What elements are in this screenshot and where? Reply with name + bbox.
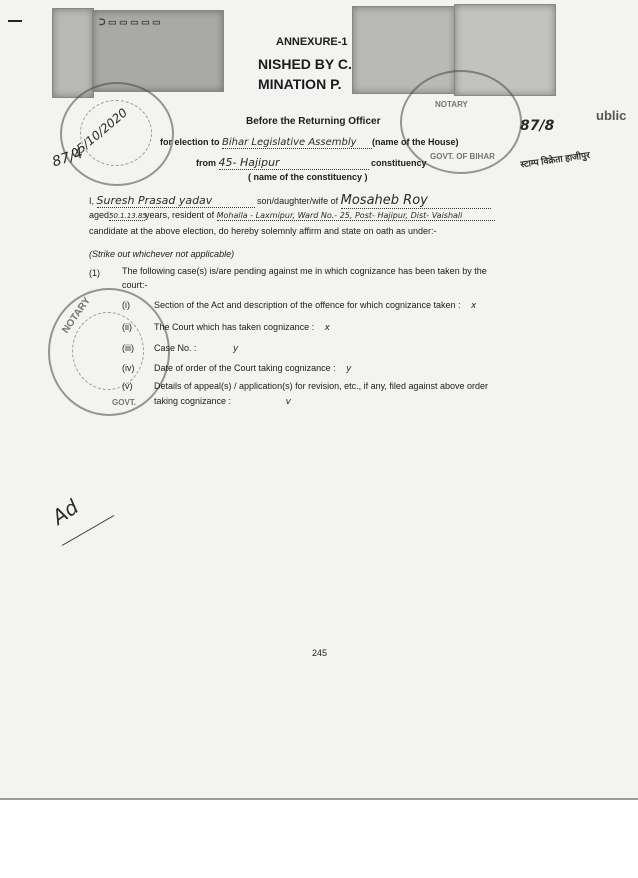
- constituency-note: ( name of the constituency ): [248, 172, 368, 182]
- deponent-name: Suresh Prasad yadav: [97, 194, 255, 208]
- sub-item-5-num: (v): [122, 381, 133, 391]
- sub-item-2: [122, 322, 330, 333]
- constituency-label: constituency: [371, 158, 427, 168]
- sub-item-1-mark: x: [471, 301, 477, 311]
- sub-item-5-text: Details of appeal(s) / application(s) for revision, etc., if any, filed against above order: [154, 381, 488, 391]
- item-1-num: (1): [89, 268, 100, 278]
- sub-item-2-num: (ii): [122, 322, 132, 332]
- corner-text: ublic: [596, 108, 627, 123]
- address-value: Mohalla - Laxmipur, Ward No.- 25, Post- Hajipur, Dist- Vaishali: [217, 211, 495, 221]
- sub-item-5: [122, 381, 488, 391]
- hindi-stamp-label: स्टाम्प विक्रेता हाजीपुर: [519, 149, 591, 170]
- revenue-stamp-2: ᑐ ▭ ▭ ▭ ▭ ▭: [92, 10, 224, 92]
- election-row: [160, 137, 459, 149]
- i-label: I,: [89, 196, 95, 206]
- sub-item-4-text: Date of order of the Court taking cognizance :: [154, 363, 336, 373]
- candidate-statement: candidate at the above election, do hereby solemnly affirm and state on oath as under:-: [89, 226, 437, 236]
- scan-bottom-margin: [0, 798, 638, 878]
- seal-govt-text: GOVT. OF BIHAR: [430, 152, 495, 161]
- date-left: 05/10/2020: [68, 105, 130, 161]
- serial-right: 87/8: [520, 118, 555, 134]
- notary-seal-text: NOTARY: [60, 295, 93, 336]
- for-election-label: for election to: [160, 137, 220, 147]
- sub-item-3-mark: y: [233, 344, 239, 354]
- constituency-row: [196, 156, 427, 170]
- father-name: Mosaheb Roy: [341, 193, 491, 209]
- before-officer: Before the Returning Officer: [246, 116, 381, 127]
- seal-notary-top-text: NOTARY: [435, 100, 468, 109]
- sub-item-5-mark: v: [285, 397, 291, 407]
- item-1-text-b: court:-: [122, 280, 148, 290]
- sub-item-4-mark: y: [346, 364, 352, 374]
- sub-item-1: [122, 300, 476, 311]
- age-row: [89, 210, 495, 221]
- sub-item-5-cont: [154, 396, 291, 407]
- strike-out-note: (Strike out whichever not applicable): [89, 249, 235, 259]
- sub-item-2-text: The Court which has taken cognizance :: [154, 322, 315, 332]
- signature-initials: Ad: [47, 494, 83, 530]
- sub-item-5-text-b: taking cognizance :: [154, 396, 232, 406]
- relation-label: son/daughter/wife of: [257, 196, 339, 206]
- constituency-value: 45- Hajipur: [219, 156, 369, 170]
- sub-item-3-num: (iii): [122, 343, 134, 353]
- sub-item-1-num: (i): [122, 300, 130, 310]
- sub-item-3-text: Case No. :: [154, 343, 197, 353]
- serial-left: 87/4: [50, 145, 86, 171]
- page-number: 245: [312, 648, 328, 658]
- top-left-dash: [8, 20, 22, 22]
- sub-item-2-mark: x: [324, 323, 330, 333]
- deponent-row: [89, 193, 491, 209]
- title-line-1: NISHED BY C.: [258, 56, 352, 72]
- title-line-2: MINATION P.: [258, 76, 342, 92]
- aged-label: aged: [89, 210, 110, 220]
- election-value: Bihar Legislative Assembly: [222, 137, 372, 149]
- years-label: years, resident of: [145, 210, 215, 220]
- from-label: from: [196, 158, 216, 168]
- revenue-stamp-1: [52, 8, 94, 98]
- sub-item-3: [122, 343, 238, 354]
- item-1-text-a: The following case(s) is/are pending against me in which cognizance has been taken by the: [122, 266, 487, 276]
- sub-item-4-num: (iv): [122, 363, 135, 373]
- notary-seal-bottom-text: GOVT.: [112, 398, 137, 407]
- house-label: (name of the House): [372, 137, 459, 147]
- sub-item-1-text: Section of the Act and description of the offence for which cognizance taken :: [154, 300, 461, 310]
- annexure-label: ANNEXURE-1: [276, 36, 348, 48]
- age-value: 50.1.13.85: [109, 212, 147, 220]
- sub-item-4: [122, 363, 351, 374]
